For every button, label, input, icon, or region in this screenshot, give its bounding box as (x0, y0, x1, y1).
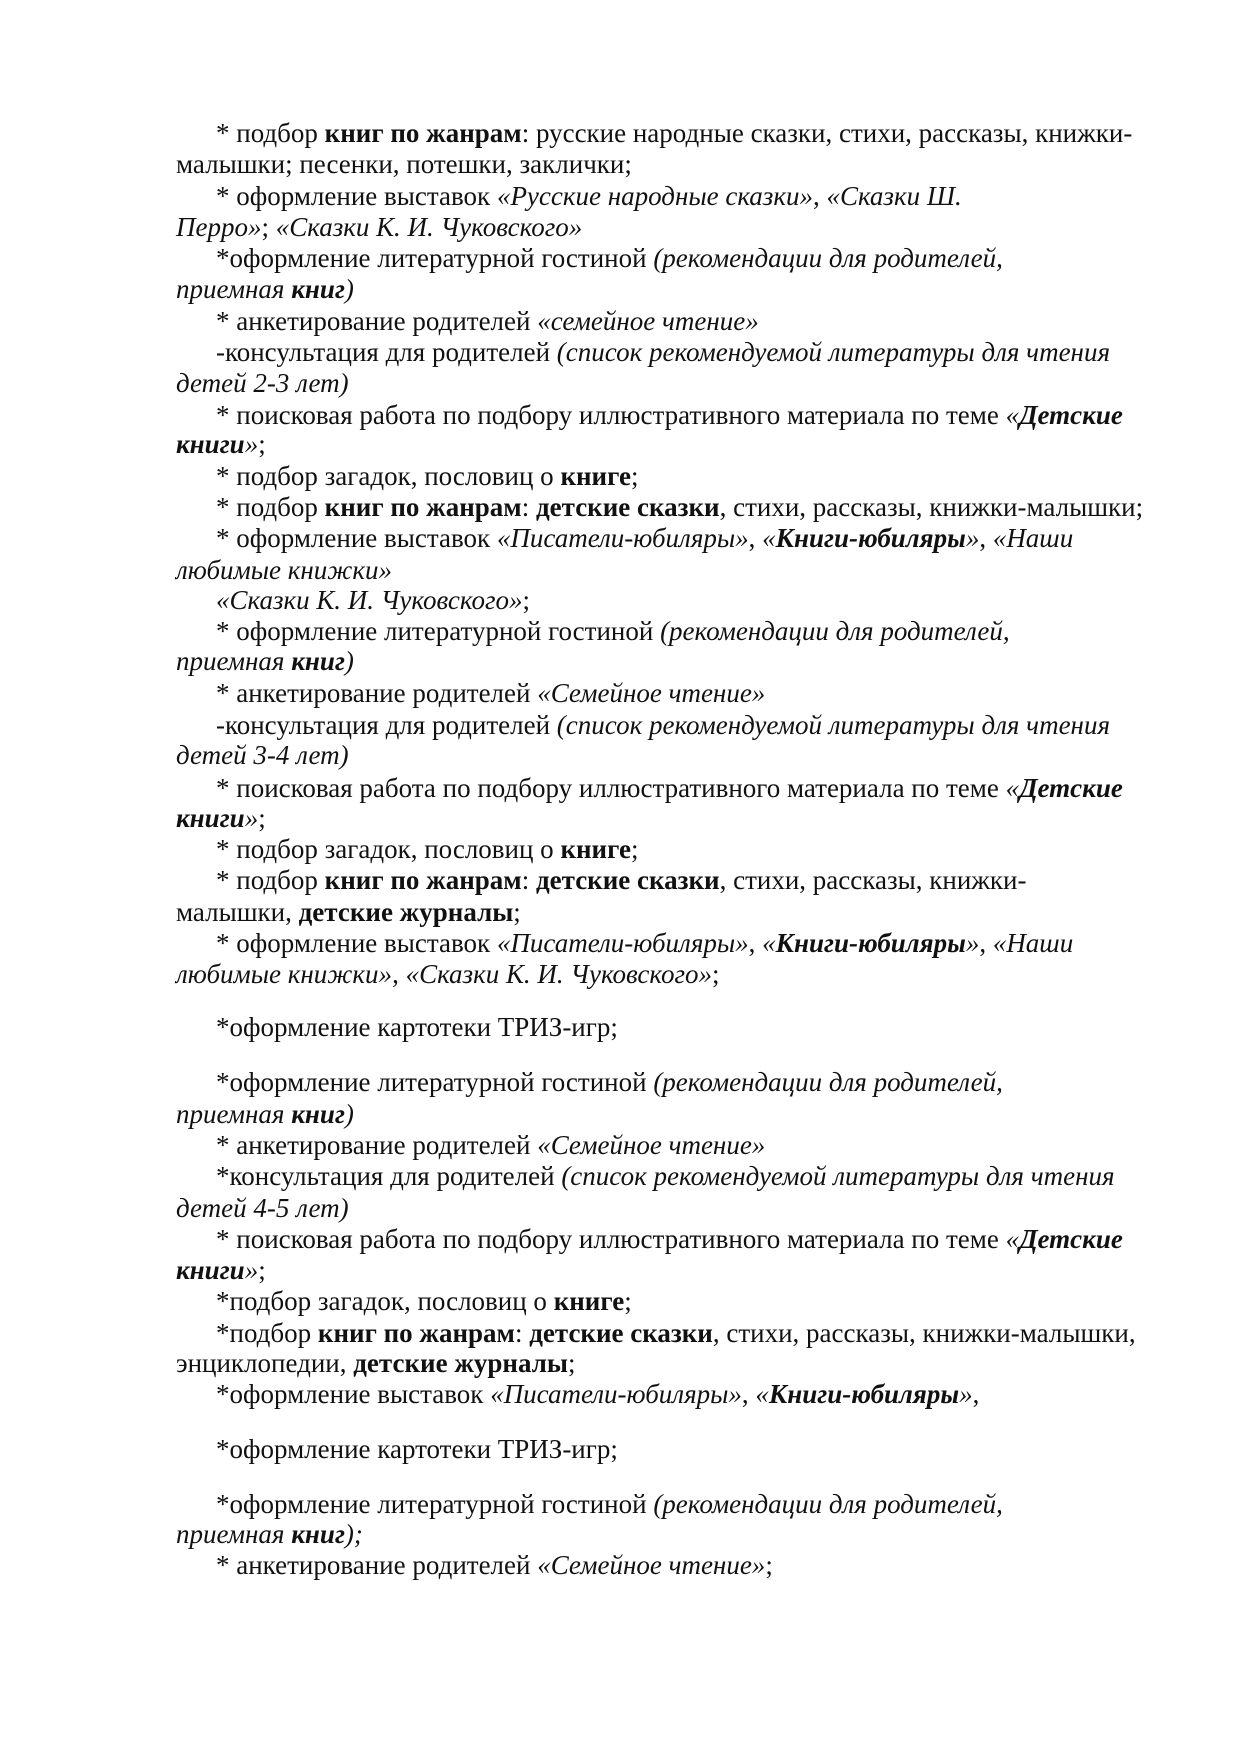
text-run: « (1005, 773, 1020, 803)
text-run: * подбор (216, 865, 325, 895)
text-run: « (1005, 1224, 1020, 1254)
text-run: ) (344, 274, 354, 304)
text-run: » (959, 1379, 973, 1409)
text-line (216, 117, 1132, 149)
text-run: книге (560, 461, 631, 491)
text-line (216, 833, 639, 865)
text-line (176, 148, 632, 180)
text-run: ; (567, 1348, 576, 1378)
text-run: детские журналы (353, 1348, 568, 1378)
text-run: * оформление литературной гостиной (216, 616, 661, 646)
text-run: » (965, 928, 980, 958)
text-line (216, 772, 1123, 804)
text-run: книги (176, 1255, 245, 1285)
text-run: книг по жанрам (317, 1318, 515, 1348)
text-run: ; (261, 212, 276, 242)
text-run: «Сказки К. И. Чуковского» (275, 212, 583, 242)
text-line (216, 927, 1073, 959)
text-run: «Сказки К. И. Чуковского» (216, 585, 523, 615)
text-run: Детские (1019, 1224, 1123, 1254)
text-run: ; (258, 1255, 266, 1285)
text-run: * анкетирование родителей (216, 306, 538, 336)
text-run: * подбор (216, 118, 325, 148)
text-run: книге (553, 1286, 625, 1316)
text-line (176, 1254, 266, 1286)
text-run: любимые книжки» (176, 959, 393, 989)
text-run: «Сказки К. И. Чуковского» (405, 959, 713, 989)
text-line (216, 1129, 765, 1161)
text-line (216, 1011, 618, 1043)
text-run: : (521, 492, 536, 522)
text-run: Книги-юбиляры (775, 523, 966, 553)
text-line (176, 1347, 575, 1379)
text-run: * оформление выставок (216, 181, 497, 211)
text-run: детские сказки (529, 1318, 713, 1348)
text-line (216, 491, 1143, 523)
text-run: , (979, 928, 993, 958)
text-run: * анкетирование родителей (216, 1130, 538, 1160)
text-line (216, 180, 962, 212)
text-run: малышки, (176, 897, 299, 927)
text-line (216, 709, 1110, 741)
text-line (176, 367, 349, 399)
text-run: , (392, 959, 406, 989)
text-run: *оформление картотеки ТРИЗ-игр; (216, 1012, 618, 1042)
text-run: ; (712, 959, 720, 989)
text-line (176, 211, 582, 243)
text-run: » (965, 523, 980, 553)
text-run: *оформление литературной гостиной (216, 1067, 654, 1097)
text-run: -консультация для родителей (216, 710, 557, 740)
text-run: * оформление выставок (216, 523, 497, 553)
text-run: (рекомендации для родителей, (653, 243, 1003, 273)
text-run: ; (631, 461, 639, 491)
text-run: « (762, 523, 776, 553)
text-line (176, 896, 521, 928)
text-run: «Писатели-юбиляры» (496, 928, 749, 958)
text-run: * подбор (216, 492, 325, 522)
text-line (216, 1066, 1003, 1098)
text-run: «семейное чтение» (537, 306, 759, 336)
text-line (216, 864, 1027, 896)
text-run: * подбор загадок, пословиц о (216, 461, 561, 491)
text-run: ; (631, 834, 639, 864)
text-line (216, 1549, 773, 1581)
text-run: ; (513, 897, 521, 927)
text-run: ; (258, 803, 266, 833)
text-run: приемная (176, 1519, 292, 1549)
text-run: *оформление литературной гостиной (216, 1489, 654, 1519)
text-run: детей 3-4 лет) (176, 740, 349, 770)
text-line (176, 1192, 349, 1224)
text-line (216, 305, 759, 337)
text-run: энциклопедии, (176, 1348, 354, 1378)
text-run: , (748, 523, 763, 553)
text-run: (список рекомендуемой литературы для чтения (561, 1161, 1115, 1191)
text-run: приемная (176, 646, 292, 676)
text-line (176, 802, 266, 834)
text-run: книг по жанрам (324, 492, 522, 522)
text-run: » (244, 1255, 259, 1285)
text-run: ; (522, 585, 530, 615)
text-line (176, 1518, 363, 1550)
text-run: , (972, 1379, 980, 1409)
text-run: (список рекомендуемой литературы для чтения (556, 710, 1110, 740)
text-run: «Наши (992, 523, 1074, 553)
text-run: книг по жанрам (324, 865, 522, 895)
text-line (216, 1317, 1136, 1349)
text-line (216, 336, 1110, 368)
text-run: ; (765, 1550, 773, 1580)
text-run: приемная (176, 1099, 292, 1129)
text-run: Детские (1019, 773, 1123, 803)
text-run: * подбор загадок, пословиц о (216, 834, 561, 864)
text-line (176, 273, 354, 305)
text-run: книге (560, 834, 631, 864)
text-run: : (521, 865, 536, 895)
text-run: детские сказки (535, 865, 720, 895)
text-line (176, 554, 392, 586)
text-run: *оформление выставок (216, 1379, 491, 1409)
text-run: книг (291, 646, 345, 676)
text-run: Детские (1019, 400, 1123, 430)
text-run: (рекомендации для родителей, (653, 1489, 1003, 1519)
text-run: «Сказки Ш. (826, 181, 962, 211)
text-run: « (755, 1379, 769, 1409)
text-line (176, 1098, 354, 1130)
text-run: « (1005, 400, 1020, 430)
text-line (216, 460, 639, 492)
text-run: (список рекомендуемой литературы для чтения (556, 337, 1110, 367)
text-run: , (979, 523, 993, 553)
text-line (176, 958, 720, 990)
text-run: детей 2-3 лет) (176, 368, 349, 398)
text-line (216, 584, 530, 616)
text-run: Книги-юбиляры (775, 928, 966, 958)
text-run: * оформление выставок (216, 928, 497, 958)
text-run: , стихи, рассказы, книжки-малышки, (712, 1318, 1136, 1348)
text-run: «Писатели-юбиляры» (490, 1379, 742, 1409)
text-run: «Писатели-юбиляры» (496, 523, 749, 553)
text-line (176, 645, 354, 677)
text-run: ; (258, 429, 266, 459)
text-run: *оформление литературной гостиной (216, 243, 654, 273)
text-line (216, 1285, 632, 1317)
text-line (216, 1378, 979, 1410)
text-run: -консультация для родителей (216, 337, 557, 367)
text-run: * поисковая работа по подбору иллюстративного материала по теме (216, 400, 1006, 430)
text-run: ); (344, 1519, 363, 1549)
text-line (176, 428, 266, 460)
text-run: * поисковая работа по подбору иллюстративного материала по теме (216, 1224, 1006, 1254)
text-run: Перро» (176, 212, 262, 242)
text-run: : русские народные сказки, стихи, рассказы, книжки- (521, 118, 1133, 148)
text-run: , (812, 181, 827, 211)
text-run: ) (344, 646, 354, 676)
text-run: * поисковая работа по подбору иллюстративного материала по теме (216, 773, 1006, 803)
text-line (216, 615, 1010, 647)
text-run: книг (291, 1099, 345, 1129)
text-line (216, 399, 1123, 431)
text-run: книг (291, 274, 345, 304)
text-line (216, 522, 1073, 554)
text-line (216, 1223, 1123, 1255)
text-run: книги (176, 429, 245, 459)
text-line (216, 1160, 1115, 1192)
text-run: *подбор (216, 1318, 318, 1348)
text-run: любимые книжки» (176, 555, 393, 585)
text-run: малышки; песенки, потешки, заклички; (176, 149, 632, 179)
text-run: , стихи, рассказы, книжки-малышки; (719, 492, 1144, 522)
text-run: книг по жанрам (324, 118, 522, 148)
text-line (216, 242, 1003, 274)
text-run: * анкетирование родителей (216, 678, 538, 708)
text-run: приемная (176, 274, 292, 304)
text-run: книг (291, 1519, 345, 1549)
text-run: книги (176, 803, 245, 833)
text-run: «Наши (992, 928, 1074, 958)
text-run: » (244, 803, 259, 833)
text-run: «Русские народные сказки» (496, 181, 813, 211)
text-run: *консультация для родителей (216, 1161, 562, 1191)
text-run: «Семейное чтение» (537, 1550, 766, 1580)
text-run: «Семейное чтение» (537, 678, 766, 708)
text-run: * анкетирование родителей (216, 1550, 538, 1580)
text-run: , (748, 928, 763, 958)
text-run: детские журналы (298, 897, 514, 927)
text-run: ) (344, 1099, 354, 1129)
text-run: : (514, 1318, 530, 1348)
text-run: , (741, 1379, 756, 1409)
text-run: « (762, 928, 776, 958)
text-run: Книги-юбиляры (768, 1379, 960, 1409)
text-line (216, 1488, 1003, 1520)
text-run: «Семейное чтение» (537, 1130, 766, 1160)
text-run: » (244, 429, 259, 459)
text-run: детей 4-5 лет) (176, 1193, 349, 1223)
text-run: (рекомендации для родителей, (660, 616, 1010, 646)
text-run: ; (624, 1286, 632, 1316)
text-run: детские сказки (535, 492, 720, 522)
text-run: *оформление картотеки ТРИЗ-игр; (216, 1434, 618, 1464)
text-run: (рекомендации для родителей, (653, 1067, 1003, 1097)
text-run: , стихи, рассказы, книжки- (719, 865, 1027, 895)
text-line (216, 1433, 618, 1465)
text-line (216, 677, 765, 709)
text-line (176, 739, 349, 771)
text-run: *подбор загадок, пословиц о (216, 1286, 554, 1316)
